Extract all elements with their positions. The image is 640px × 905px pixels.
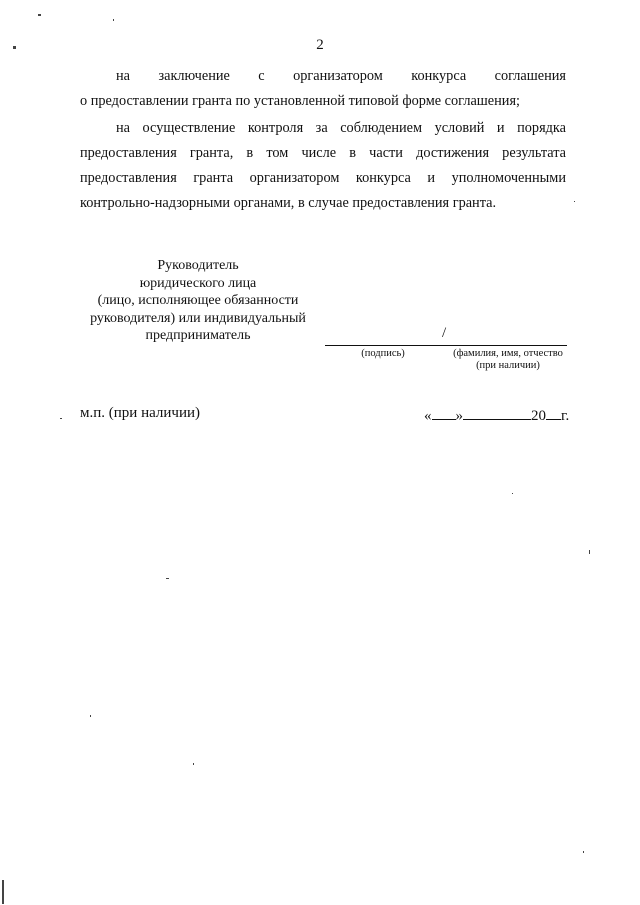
- scan-speck: [166, 578, 169, 579]
- signature-caption: (подпись): [361, 348, 405, 359]
- scan-speck: [2, 880, 4, 904]
- scan-speck: [113, 19, 114, 21]
- date-open-quote: «: [424, 408, 432, 424]
- signature-separator: /: [442, 325, 447, 341]
- month-blank: [463, 405, 531, 420]
- signer-line: предприниматель: [145, 328, 251, 343]
- stamp-label: м.п. (при наличии): [80, 405, 200, 421]
- name-caption-line: (при наличии): [476, 360, 540, 371]
- year-suffix: г.: [561, 408, 570, 424]
- paragraph-line: на осуществление контроля за соблюдением условий и порядка: [116, 120, 566, 136]
- signer-line: юридического лица: [139, 275, 257, 291]
- name-caption-line: (фамилия, имя, отчество: [453, 348, 563, 359]
- paragraph-consent-agreement: [80, 64, 566, 114]
- scan-speck: [574, 201, 575, 202]
- year-prefix: 20: [531, 408, 546, 424]
- scan-speck: [193, 763, 194, 765]
- scan-speck: [583, 851, 584, 853]
- paragraph-line: на заключение с организатором конкурса соглашения: [116, 68, 566, 84]
- scan-speck: [589, 550, 590, 554]
- paragraph-line: контрольно-надзорными органами, в случае предоставления гранта.: [80, 195, 497, 211]
- paragraph-line: о предоставлении гранта по установленной типовой форме соглашения;: [80, 93, 520, 109]
- scan-speck: [38, 14, 41, 16]
- signer-line: (лицо, исполняющее обязанности: [97, 293, 299, 308]
- paragraph-line: предоставления гранта организатором конкурса и уполномоченными: [80, 170, 566, 186]
- signer-title: [78, 257, 318, 345]
- name-caption: [447, 348, 569, 372]
- signature-line: [325, 345, 567, 346]
- scan-speck: [60, 418, 62, 419]
- year-blank: [546, 405, 561, 420]
- page-number: 2: [316, 37, 324, 53]
- day-blank: [432, 405, 456, 420]
- paragraph-line: предоставления гранта, в том числе в части достижения результата: [80, 145, 566, 161]
- scan-speck: [90, 715, 91, 717]
- date-field: [424, 405, 569, 425]
- signature-block: [325, 327, 567, 377]
- scan-speck: [512, 493, 513, 494]
- signer-line: руководителя) или индивидуальный: [90, 310, 306, 326]
- date-close-quote: »: [455, 408, 463, 424]
- signer-line: Руководитель: [157, 258, 239, 273]
- paragraph-consent-control: [80, 116, 566, 216]
- scan-speck: [13, 46, 16, 49]
